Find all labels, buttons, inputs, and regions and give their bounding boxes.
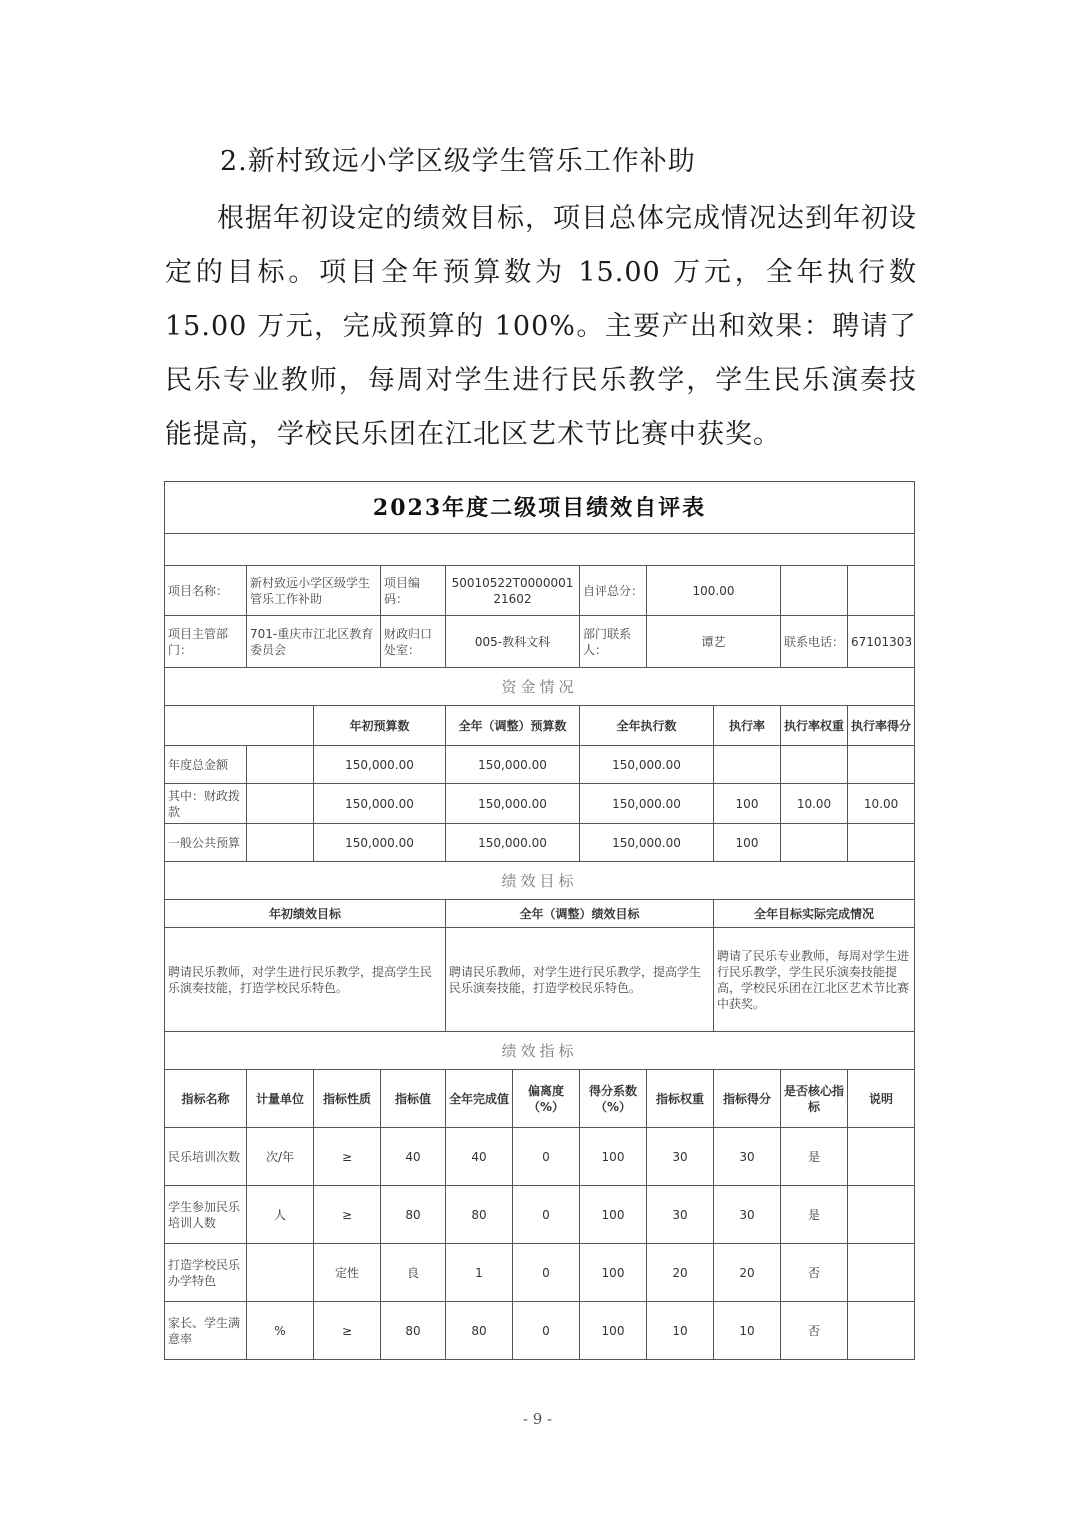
funds-section-title: 资金情况: [165, 668, 915, 706]
goal-actual: 聘请了民乐专业教师，每周对学生进行民乐教学，学生民乐演奏技能提高，学校民乐团在江北区艺术节比赛中获奖。: [714, 928, 915, 1032]
indicator-weight: 20: [647, 1244, 714, 1302]
indicator-deviation: 0: [513, 1244, 580, 1302]
goals-content-row: [165, 928, 915, 1032]
funds-adjusted: 150,000.00: [446, 746, 580, 784]
indicator-header: 指标性质: [314, 1070, 381, 1128]
indicator-score: 30: [714, 1128, 781, 1186]
project-code-value: 50010522T000000121602: [446, 566, 580, 616]
indicator-coef: 100: [580, 1128, 647, 1186]
indicator-value: 良: [381, 1244, 446, 1302]
funds-weight: [781, 824, 848, 862]
indicator-note: [848, 1302, 915, 1360]
indicator-weight: 10: [647, 1302, 714, 1360]
funds-header: 执行率: [714, 706, 781, 746]
funds-score: [848, 746, 915, 784]
indicator-unit: %: [247, 1302, 314, 1360]
funds-row-label: 其中：财政拨款: [165, 784, 247, 824]
indicator-note: [848, 1128, 915, 1186]
funds-score: [848, 824, 915, 862]
indicator-header: 说明: [848, 1070, 915, 1128]
empty-cell: [848, 566, 915, 616]
indicator-score: 20: [714, 1244, 781, 1302]
dept-label: 项目主管部门：: [165, 616, 247, 668]
empty-cell: [247, 784, 314, 824]
indicator-done: 80: [446, 1186, 513, 1244]
indicator-note: [848, 1244, 915, 1302]
goals-header: 年初绩效目标: [165, 900, 446, 928]
funds-executed: 150,000.00: [580, 824, 714, 862]
indicator-header: 指标权重: [647, 1070, 714, 1128]
indicator-row: [165, 1302, 915, 1360]
indicator-core: 否: [781, 1302, 848, 1360]
goals-header: 全年（调整）绩效目标: [446, 900, 714, 928]
indicator-name: 家长、学生满意率: [165, 1302, 247, 1360]
indicator-header: 指标名称: [165, 1070, 247, 1128]
indicator-row: [165, 1128, 915, 1186]
indicator-header: 是否核心指标: [781, 1070, 848, 1128]
funds-header-row: [165, 706, 915, 746]
funds-row: [165, 784, 915, 824]
funds-rate: [714, 746, 781, 784]
empty-cell: [781, 566, 848, 616]
office-value: 005-教科文科: [446, 616, 580, 668]
indicator-name: 民乐培训次数: [165, 1128, 247, 1186]
phone-value: 67101303: [848, 616, 915, 668]
goal-initial: 聘请民乐教师，对学生进行民乐教学，提高学生民乐演奏技能，打造学校民乐特色。: [165, 928, 446, 1032]
indicator-nature: ≥: [314, 1302, 381, 1360]
table-title: 2023年度二级项目绩效自评表: [165, 482, 915, 534]
indicator-done: 80: [446, 1302, 513, 1360]
indicator-value: 40: [381, 1128, 446, 1186]
indicator-header: 全年完成值: [446, 1070, 513, 1128]
funds-rate: 100: [714, 784, 781, 824]
indicator-done: 40: [446, 1128, 513, 1186]
performance-evaluation-table: [164, 481, 915, 1360]
empty-cell: [247, 746, 314, 784]
indicator-deviation: 0: [513, 1128, 580, 1186]
indicator-value: 80: [381, 1302, 446, 1360]
project-name-label: 项目名称：: [165, 566, 247, 616]
indicator-core: 是: [781, 1186, 848, 1244]
indicator-score: 10: [714, 1302, 781, 1360]
score-value: 100.00: [647, 566, 781, 616]
indicator-note: [848, 1186, 915, 1244]
indicator-header: 指标得分: [714, 1070, 781, 1128]
goals-header: 全年目标实际完成情况: [714, 900, 915, 928]
indicator-header: 计量单位: [247, 1070, 314, 1128]
info-row-2: [165, 616, 915, 668]
funds-adjusted: 150,000.00: [446, 824, 580, 862]
empty-cell: [165, 706, 314, 746]
section-heading: 2.新村致远小学区级学生管乐工作补助: [220, 146, 696, 177]
dept-value: 701-重庆市江北区教育委员会: [247, 616, 381, 668]
funds-header: 执行率权重: [781, 706, 848, 746]
page-number: - 9 -: [522, 1410, 553, 1428]
indicator-deviation: 0: [513, 1302, 580, 1360]
indicators-header-row: [165, 1070, 915, 1128]
contact-value: 谭艺: [647, 616, 781, 668]
funds-executed: 150,000.00: [580, 784, 714, 824]
indicator-nature: ≥: [314, 1186, 381, 1244]
goals-section-title: 绩效目标: [165, 862, 915, 900]
funds-header: 年初预算数: [314, 706, 446, 746]
funds-budget: 150,000.00: [314, 746, 446, 784]
indicator-row: [165, 1244, 915, 1302]
funds-budget: 150,000.00: [314, 824, 446, 862]
indicator-header: 得分系数（%）: [580, 1070, 647, 1128]
funds-score: 10.00: [848, 784, 915, 824]
indicator-value: 80: [381, 1186, 446, 1244]
indicator-nature: ≥: [314, 1128, 381, 1186]
goals-header-row: [165, 900, 915, 928]
funds-row: [165, 824, 915, 862]
funds-weight: 10.00: [781, 784, 848, 824]
indicator-unit: [247, 1244, 314, 1302]
funds-row: [165, 746, 915, 784]
empty-cell: [247, 824, 314, 862]
contact-label: 部门联系人：: [580, 616, 647, 668]
indicator-name: 打造学校民乐办学特色: [165, 1244, 247, 1302]
project-code-label: 项目编码：: [381, 566, 446, 616]
info-row-1: [165, 566, 915, 616]
indicator-name: 学生参加民乐培训人数: [165, 1186, 247, 1244]
body-paragraph: 根据年初设定的绩效目标，项目总体完成情况达到年初设定的目标。项目全年预算数为 15.00 万元，全年执行数 15.00 万元，完成预算的 100%。主要产出和效果：聘请了民乐专业教师，每周对学生进行民乐教学，学生民乐演奏技能提高，学校民乐团在江北区艺术节比赛中获奖。: [165, 203, 917, 450]
funds-adjusted: 150,000.00: [446, 784, 580, 824]
funds-rate: 100: [714, 824, 781, 862]
indicator-core: 否: [781, 1244, 848, 1302]
goal-adjusted: 聘请民乐教师，对学生进行民乐教学，提高学生民乐演奏技能，打造学校民乐特色。: [446, 928, 714, 1032]
indicator-unit: 人: [247, 1186, 314, 1244]
indicator-weight: 30: [647, 1186, 714, 1244]
indicator-done: 1: [446, 1244, 513, 1302]
funds-header: 全年执行数: [580, 706, 714, 746]
score-label: 自评总分：: [580, 566, 647, 616]
funds-header: 执行率得分: [848, 706, 915, 746]
blank-row: [165, 534, 915, 566]
indicator-core: 是: [781, 1128, 848, 1186]
funds-row-label: 一般公共预算: [165, 824, 247, 862]
indicator-score: 30: [714, 1186, 781, 1244]
indicator-coef: 100: [580, 1244, 647, 1302]
funds-budget: 150,000.00: [314, 784, 446, 824]
indicators-section-title: 绩效指标: [165, 1032, 915, 1070]
indicator-row: [165, 1186, 915, 1244]
indicator-coef: 100: [580, 1302, 647, 1360]
funds-row-label: 年度总金额: [165, 746, 247, 784]
indicator-nature: 定性: [314, 1244, 381, 1302]
indicator-header: 偏离度（%）: [513, 1070, 580, 1128]
funds-executed: 150,000.00: [580, 746, 714, 784]
indicator-header: 指标值: [381, 1070, 446, 1128]
funds-weight: [781, 746, 848, 784]
indicator-unit: 次/年: [247, 1128, 314, 1186]
project-name-value: 新村致远小学区级学生管乐工作补助: [247, 566, 381, 616]
indicator-coef: 100: [580, 1186, 647, 1244]
funds-header: 全年（调整）预算数: [446, 706, 580, 746]
indicator-weight: 30: [647, 1128, 714, 1186]
indicator-deviation: 0: [513, 1186, 580, 1244]
office-label: 财政归口处室：: [381, 616, 446, 668]
phone-label: 联系电话：: [781, 616, 848, 668]
